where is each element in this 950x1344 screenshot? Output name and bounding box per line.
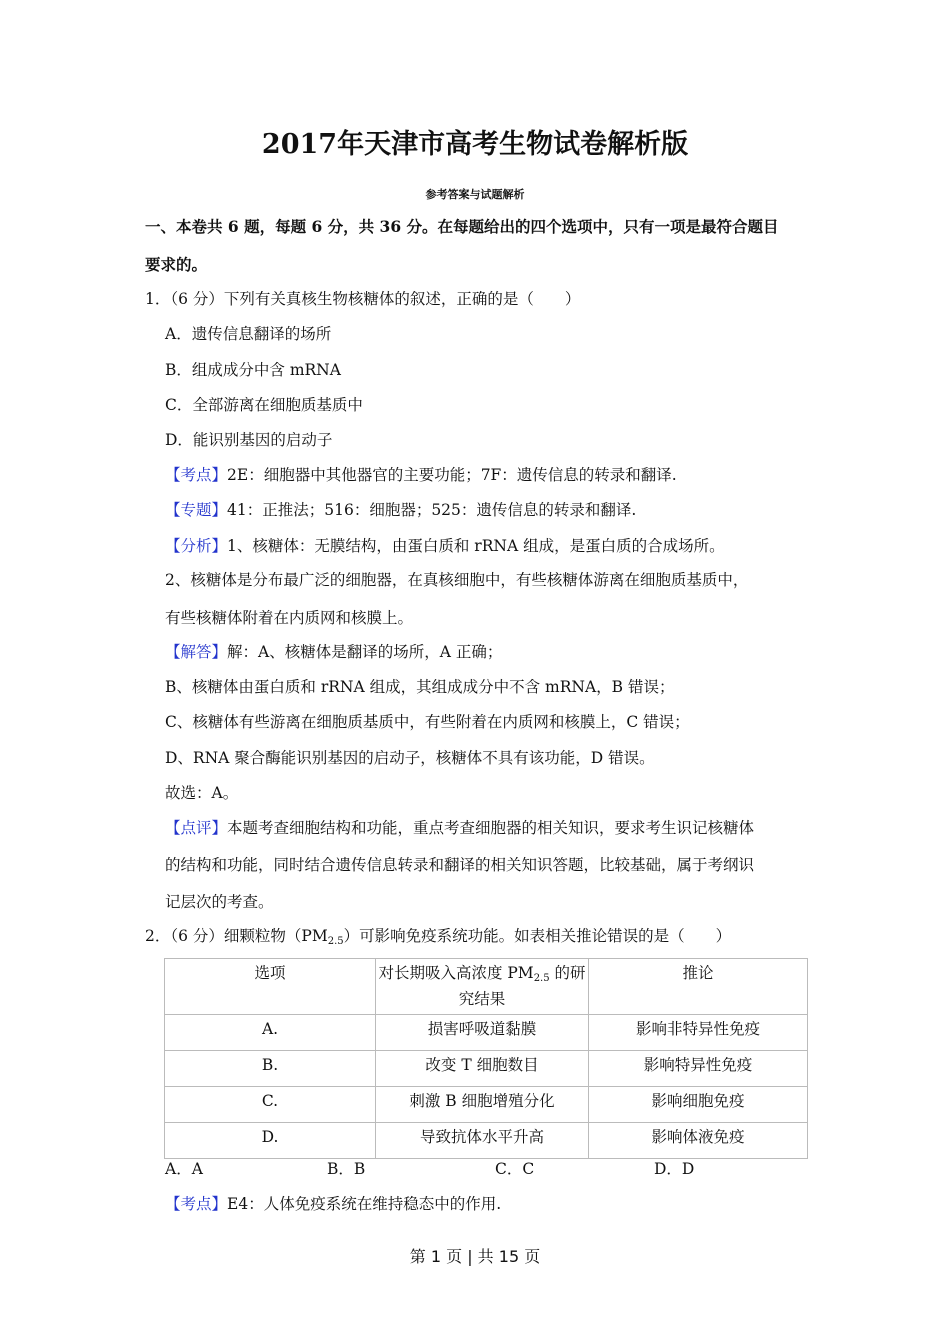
q1-kaodian [165,465,677,485]
q1-fenxi-2b: 有些核糖体附着在内质网和核膜上。 [165,609,414,627]
q1-dianping-3: 记层次的考查。 [165,893,274,911]
q1-option-d: D．能识别基因的启动子 [165,431,333,449]
q2-stem [145,926,731,952]
row-result: 损害呼吸道黏膜 [376,1015,589,1051]
kaodian-tag: 【考点】 [165,466,228,484]
q1-jieda-d: D、RNA 聚合酶能识别基因的启动子，核糖体不具有该功能，D 错误。 [165,749,655,767]
row-result: 刺激 B 细胞增殖分化 [376,1087,589,1123]
q2-stem-post: ）可影响免疫系统功能。如表相关推论错误的是（ ） [343,927,732,945]
zhuanti-tag: 【专题】 [165,501,228,519]
table-row [165,1087,808,1123]
dianping-text-1: 本题考查细胞结构和功能，重点考查细胞器的相关知识，要求考生识记核糖体 [227,819,755,837]
q1-dianping [165,818,754,838]
q1-option-c: C．全部游离在细胞质基质中 [165,396,363,414]
row-option: C. [165,1087,376,1123]
jieda-tag: 【解答】 [165,643,228,661]
document-subtitle: 参考答案与试题解析 [425,188,525,201]
q1-option-b: B．组成成分中含 mRNA [165,361,341,379]
kaodian-tag: 【考点】 [165,1195,228,1213]
q2-choice-d: D．D [654,1160,695,1178]
row-inference: 影响细胞免疫 [589,1087,808,1123]
q2-choice-b: B．B [327,1160,366,1178]
q2-stem-pre: 2．（6 分）细颗粒物（PM [145,927,328,945]
header-inference: 推论 [589,959,808,1015]
page-footer: 第 1 页 | 共 15 页 [409,1247,541,1266]
q2-table [164,958,808,1159]
row-result: 导致抗体水平升高 [376,1123,589,1159]
row-result: 改变 T 细胞数目 [376,1051,589,1087]
row-inference: 影响非特异性免疫 [589,1015,808,1051]
header-result-pre: 对长期吸入高浓度 PM [378,964,534,982]
q1-stem: 1．（6 分）下列有关真核生物核糖体的叙述，正确的是（ ） [145,290,581,308]
q2-kaodian [165,1194,501,1214]
fenxi-text-1: 1、核糖体：无膜结构，由蛋白质和 rRNA 组成，是蛋白质的合成场所。 [227,537,725,555]
q1-answer: 故选：A。 [165,784,239,802]
table-row [165,1123,808,1159]
q1-option-a: A．遗传信息翻译的场所 [165,325,332,343]
table-row [165,1015,808,1051]
row-option: D. [165,1123,376,1159]
table-row [165,1051,808,1087]
header-result [376,959,589,1015]
document-title: 2017年天津市高考生物试卷解析版 [261,129,689,160]
kaodian-text: E4：人体免疫系统在维持稳态中的作用. [227,1195,502,1213]
table-header-row [165,959,808,1015]
zhuanti-text: 41：正推法；516：细胞器；525：遗传信息的转录和翻译. [227,501,637,519]
q1-dianping-2: 的结构和功能，同时结合遗传信息转录和翻译的相关知识答题，比较基础，属于考纲识 [165,856,755,874]
section-header-cont: 要求的。 [145,255,208,274]
q2-stem-sub: 2.5 [327,936,344,947]
row-option: B. [165,1051,376,1087]
q2-choice-a: A．A [165,1160,203,1178]
q1-fenxi [165,536,725,556]
row-inference: 影响特异性免疫 [589,1051,808,1087]
header-result-post: 的研究结果 [458,964,586,1008]
row-inference: 影响体液免疫 [589,1123,808,1159]
fenxi-tag: 【分析】 [165,537,228,555]
q2-choice-c: C．C [495,1160,535,1178]
header-option: 选项 [165,959,376,1015]
kaodian-text: 2E：细胞器中其他器官的主要功能；7F：遗传信息的转录和翻译. [227,466,677,484]
q1-fenxi-2a: 2、核糖体是分布最广泛的细胞器，在真核细胞中，有些核糖体游离在细胞质基质中， [165,571,749,589]
header-result-sub: 2.5 [533,973,550,984]
q1-jieda [165,642,502,662]
section-header: 一、本卷共 6 题，每题 6 分，共 36 分。在每题给出的四个选项中，只有一项是最符合题目 [145,217,779,236]
q1-jieda-c: C、核糖体有些游离在细胞质基质中，有些附着在内质网和核膜上，C 错误； [165,713,690,731]
q1-zhuanti [165,500,636,520]
row-option: A. [165,1015,376,1051]
q1-jieda-b: B、核糖体由蛋白质和 rRNA 组成，其组成成分中不含 mRNA，B 错误； [165,678,675,696]
dianping-tag: 【点评】 [165,819,228,837]
jieda-a: 解：A、核糖体是翻译的场所，A 正确； [227,643,503,661]
